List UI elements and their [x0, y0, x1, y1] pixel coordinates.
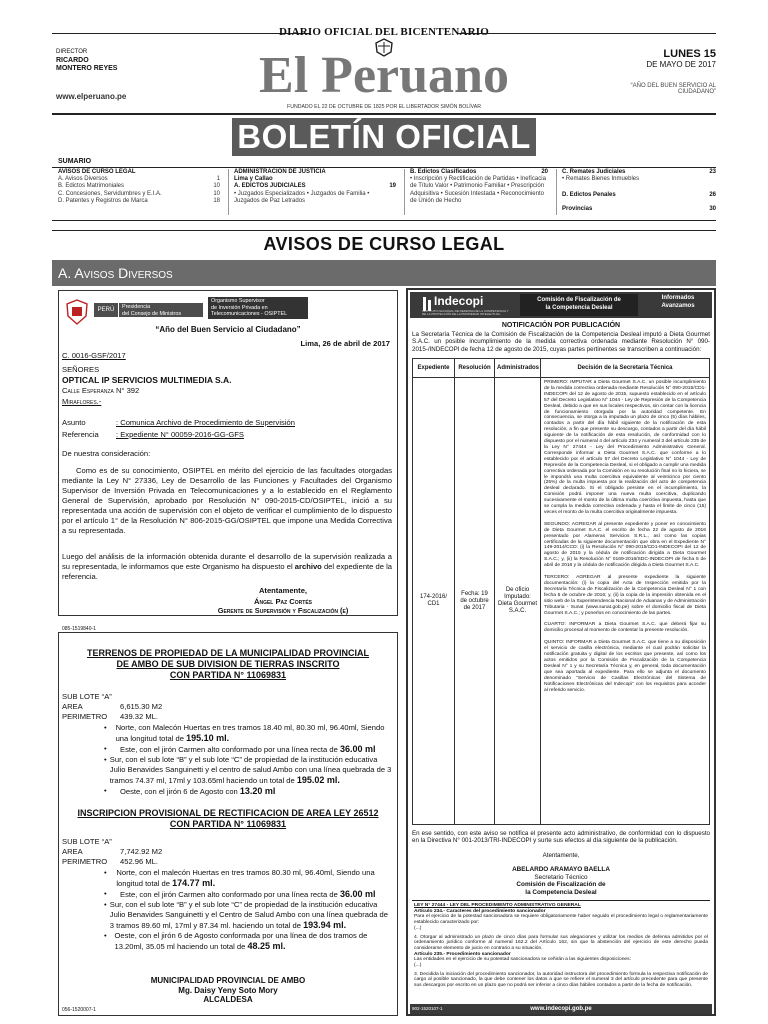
- notice-title: TERRENOS DE PROPIEDAD DE LA MUNICIPALIDAD PROVINCIAL DE AMBO DE SUB DIVISION DE TIERRAS INSCRITO CON PARTIDA N° 11069831: [86, 648, 369, 680]
- closing: Atentamente,: [258, 586, 308, 595]
- director-name: RICARDO: [56, 56, 89, 64]
- issue-day: LUNES 15: [663, 48, 716, 60]
- sumario-item[interactable]: B. Edictos Clasificados 20: [410, 169, 548, 175]
- cell-administrados: De oficio Imputado: Dieta Gourmet S.A.C.: [495, 378, 541, 825]
- issue-date: DE MAYO DE 2017: [646, 60, 716, 69]
- boundaries-list: • Norte, con el malecón Huertas en tres tramos 80.30 ml, 96.40ml, Siendo una longitud total de 174.77 ml. • Este, con el jirón Carmen alto conformado por una línea recta de 36.00 ml • Sur, con el sub lote “B” y el sub lote “C” de propiedad de la institución educativa Julio Benavides Sanguinetti y el Centro de Salud Ambo con una línea quebrada de 3 tramos 89.60 ml, 17ml y 87.34 ml. haciendo un total de 193.94 ml. • Oeste, con el jirón 6 de Agosto conformada por una línea de dos tramos de 13.20ml, 35.05 ml haciendo un total de 48.25 ml.: [104, 868, 388, 951]
- section-subtitle: A. Avisos Diversos: [52, 260, 716, 286]
- sumario-heading: AVISOS DE CURSO LEGAL: [58, 169, 136, 175]
- commission-label: Comisión de Fiscalización de la Competencia Desleal: [520, 294, 638, 316]
- signer-name: Ángel Paz Cortés: [253, 597, 313, 606]
- notice-code: 056-1520007-1: [62, 1007, 96, 1013]
- sumario-item[interactable]: D. Edictos Penales 26: [562, 192, 716, 199]
- asunto-value: : Comunica Archivo de Procedimiento de Supervisión: [116, 418, 295, 427]
- notice-code: 085-1519840-1: [62, 626, 96, 632]
- year-motto: “Año del Buen Servicio al Ciudadano”: [155, 325, 301, 334]
- director-label: DIRECTOR: [56, 49, 88, 55]
- peru-label: PERÚ: [94, 303, 118, 317]
- recipient-company: OPTICAL IP SERVICIOS MULTIMEDIA S.A.: [62, 375, 232, 385]
- sumario-item[interactable]: C. Remates Judiciales 23: [562, 169, 716, 175]
- signer-role: Gerente de Supervisión y Fiscalización (e): [217, 606, 349, 615]
- signature-block: ABELARDO ARAMAYO BAELLA Secretario Técnico Comisión de Fiscalización de la Competencia Desleal: [512, 866, 610, 896]
- referencia-value: : Expediente N° 00059-2016-GG-GFS: [116, 430, 244, 439]
- sumario-col-2: [234, 169, 396, 205]
- reference-code: C. 0016-GSF/2017: [62, 351, 126, 360]
- notice-code: 902-1520107-1: [412, 1006, 443, 1011]
- year-motto: “AÑO DEL BUEN SERVICIO AL: [630, 83, 716, 89]
- year-motto: CIUDADANO”: [677, 89, 716, 95]
- recipient-salutation: SEÑORES: [62, 365, 100, 374]
- indecopi-site-link[interactable]: www.indecopi.gob.pe: [530, 1006, 592, 1012]
- cell-decision: [541, 378, 710, 825]
- indecopi-slogan: Informados Avanzamos: [661, 295, 695, 309]
- notif-closing-text: En ese sentido, con este aviso se notifica el presente acto administrativo, de conformidad con lo dispuesto en la Directiva N° 001-2013/TRI-INDECOPI y surte sus efectos al día siguiente de la publicación.: [412, 830, 710, 845]
- boundaries-list: • Norte, con Malecón Huertas en tres tramos 18.40 ml, 80.30 ml, 96.40ml, Siendo una longitud total de 195.10 ml. • Este, con el jirón Carmen alto conformado por una línea recta de 36.00 ml • Sur, con el sub lote “B” y el sub lote “C” de propiedad de la institución educativa Julio Benavides Sanguinetti y el centro de salud Ambo con una línea quebrada de 3 tramos 74.37 ml, 17ml y 103.65ml haciendo un total de 195.02 ml. • Oeste, con el jirón 6 de Agosto con 13.20 ml: [104, 723, 392, 796]
- sumario-item[interactable]: Provincias 30: [562, 205, 716, 212]
- sumario-text: • Juzgados Especializados • Juzgados de Familia • Juzgados de Paz Letrados: [234, 190, 370, 204]
- sumario-item[interactable]: B. Edictos Matrimoniales 10: [58, 183, 220, 190]
- lot-details: SUB LOTE “A” AREA 6,615.30 M2 PERIMETRO 439.32 ML.: [62, 692, 163, 721]
- body-paragraph: Luego del análisis de la información obtenida durante el desarrollo de la supervisión realizada a su representada, le informamos que este Organismo ha dispuesto el archivo del expediente de la referencia.: [62, 552, 392, 581]
- decision-cuarto: CUARTO: INFORMAR a Dieta Gourmet S.A.C. que deberá fijar su domicilio procesal al momento de contestar la presente resolución.: [544, 622, 706, 634]
- sumario-subheading: Lima y Callao: [234, 176, 273, 183]
- indecopi-logo-subtitle: INSTITUTO NACIONAL DE DEFENSA DE LA COMPETENCIA Y DE LA PROTECCIÓN DE LA PROPIEDAD INTELECTUAL: [422, 309, 509, 317]
- sumario-item[interactable]: A. EDICTOS JUDICIALES 19: [234, 183, 396, 190]
- th-expediente: Expediente: [413, 359, 455, 378]
- notif-intro: La Secretaría Técnica de la Comisión de Fiscalización de la Competencia Desleal imputó a Dieta Gourmet S.A.C. un posible incumplimiento de la medida correctiva ordenada mediante Resolución N° 090-2015-/INDECOPI de fecha 12 de agosto de 2015, cuyas partes pertinentes se transcriben a continuación:: [412, 331, 710, 353]
- sumario-heading: ADMINISTRACIÓN DE JUSTICIA: [234, 169, 326, 175]
- site-link[interactable]: www.elperuano.pe: [56, 92, 127, 101]
- osiptel-label: Organismo Supervisor de Inversión Privada en Telecomunicaciones - OSIPTEL: [208, 297, 308, 319]
- peru-shield-icon: [66, 299, 88, 325]
- th-resolucion: Resolución: [455, 359, 495, 378]
- closing: Atentamente,: [542, 852, 580, 859]
- decision-quinto: QUINTO: INFORMAR a Dieta Gourmet S.A.C. que tiene a su disposición el servicio de casilla electrónica, mediante el cual podrán solicitar la notificación gratuita y digital de los escritos que presente, así como los actos emitidos por la Comisión de Fiscalización de la Competencia Desleal N° 1 y su Secretaría Técnica y, en general, toda documentación que sea aportada al expediente. Para ello se adjunta el documento denominado “Servicio de Casillas Electrónicas del Sistema de Notificaciones Electrónicas del Indecopi” con los requisitos para acceder al referido servicio.: [544, 640, 706, 693]
- sumario-col-4: [562, 169, 716, 213]
- recipient-address: Calle Esperanza N° 392: [62, 386, 140, 395]
- decision-segundo: SEGUNDO: AGREGAR al presente expediente y poner en conocimiento de Dieta Gourmet S.A.C. el escrito de fecha 22 de agosto de 2016 presentado por Alameras Servicios S.R.L., así como las copias certificadas de la siguiente documentación que obra en el Expediente N° 149-2014/CCD: (i) la Resolución N° 090-2015/CD1-INDECOPI del 12 de agosto de 2015 y la cédula de notificación dirigida a Dieta Gourmet S.A.C.; y, (ii) la Resolución N° 0169-2016/SDC-INDECOPI de fecha 5 de abril de 2016 y la cédula de notificación dirigida a Dieta Gourmet S.A.C.: [544, 521, 706, 569]
- recipient-district: Miraflores.-: [62, 397, 102, 406]
- decision-tercero: TERCERO: AGREGAR al presente expediente la siguiente documentación: (i) la copia del Acta de Inspección emitida por la Secretaría Técnica de Fiscalización de la Competencia Desleal N° 1 con fecha 5 de octubre de 2016; y, (ii) la copia de la impresión obtenida en el sitio web de la Superintendencia Nacional de Aduanas y de Administración Tributaria - Sunat (www.sunat.gob.pe) sobre el domicilio fiscal de Dieta Gourmet S.A.C.; y ponerlos en conocimiento de las partes.: [544, 575, 706, 616]
- boletin-banner: BOLETÍN OFICIAL: [232, 118, 536, 156]
- th-decision: Decisión de la Secretaría Técnica: [541, 359, 710, 378]
- referencia-label: Referencia: [62, 430, 99, 439]
- sumario-title: SUMARIO: [58, 158, 92, 165]
- section-title: AVISOS DE CURSO LEGAL: [263, 234, 505, 254]
- greeting: De nuestra consideración:: [62, 449, 151, 458]
- sumario-col-1: [58, 169, 220, 205]
- sumario-item[interactable]: A. Avisos Diversos 1: [58, 176, 220, 183]
- founded-line: FUNDADO EL 22 DE OCTUBRE DE 1825 POR EL LIBERTADOR SIMÓN BOLÍVAR: [287, 104, 481, 110]
- th-administrados: Administrados: [495, 359, 541, 378]
- diario-tagline: DIARIO OFICIAL DEL BICENTENARIO: [278, 26, 490, 38]
- sumario-text: • Inscripción y Rectificación de Partidas • Inefícacia de Título Valor • Patrimonio Familiar • Prescripción Adquisitiva • Sucesión Intestada • Reconocimiento de Unión de Hecho: [410, 176, 546, 204]
- sumario-item[interactable]: C. Concesiones, Servidumbres y E.I.A. 10: [58, 190, 220, 197]
- cell-resolucion: Fecha: 19 de octubre de 2017: [455, 378, 495, 825]
- indecopi-logo: Indecopi: [434, 294, 484, 308]
- footnote: LEY N° 27444 - LEY DEL PROCEDIMIENTO ADMINISTRATIVO GENERAL Artículo 234.- Caracteres del procedimiento sancionador Para el ejercicio de la potestad sancionadora se requiere obligatoriamente haber seguido el procedimiento legal o reglamentariamente establecido caracterizado por: (...) 4. Otorgar al administrado un plazo de cinco días para formular sus alegaciones y utilizar los medios de defensa admitidos por el ordenamiento jurídico conforme al numeral 162.2 del Artículo 162, sin que la abstención del ejercicio de este derecho pueda considerarse elemento de juicio en contrario a su situación. Artículo 235.- Procedimiento sancionador Las entidades en el ejercicio de su potestad sancionadora se ceñirán a las siguientes disposiciones: (...) 3. Decidida la iniciación del procedimiento sancionador, la autoridad instructora del procedimiento formula la respectiva notificación de cargo al posible sancionado, la que debe contener los datos a que se refiere el numeral 3 del artículo precedente para que presente sus descargos por escrito en un plazo que no podrá ser inferior a cinco días hábiles contados a partir de la fecha de notificación.: [414, 903, 708, 989]
- sumario-item[interactable]: D. Patentes y Registros de Marca 18: [58, 197, 220, 204]
- notice-title: INSCRIPCION PROVISIONAL DE RECTIFICACION DE AREA LEY 26512 CON PARTIDA N° 11069831: [77, 808, 379, 829]
- newspaper-title: El Peruano: [259, 47, 509, 104]
- body-paragraph: Como es de su conocimiento, OSIPTEL en mérito del ejercicio de las facultades otorgadas mediante la Ley N° 27336, Ley de Desarrollo de las Funciones y Facultades del Organismo Supervisor de Inversión Privada en Telecomunicaciones y a lo establecido en el Reglamento General de Supervisión, aprobado por Resolución N° 090-2015-CD/OSIPTEL, inició a su representada una acción de supervisión con el objeto de verificar el cumplimiento de lo dispuesto por el artículo 1° de la Resolución N° 806-2015-GG/OSIPTEL que impone una Medida Correctiva a su representada.: [62, 466, 392, 535]
- cell-expediente: 174-2016/ CD1: [413, 378, 455, 825]
- notif-title: NOTIFICACIÓN POR PUBLICACIÓN: [501, 322, 621, 329]
- decision-primero: PRIMERO: IMPUTAR a Dieta Gourmet S.A.C. un posible incumplimiento de la medida correctiva ordenada mediante Resolución N° 090-2015/CD1-INDECOPI del 12 de agosto de 2015, supuesto establecido en el artículo 57 del Decreto Legislativo N° 1044 - Ley de Represión de la Competencia Desleal, debido a que en sus locales respectivos, sin contar con la licencia de funcionamiento otorgada por la autoridad competente. En consecuencia, se otorga a la imputada un plazo de cinco (5) días hábiles, contados a partir del día hábil siguiente de la notificación de esta resolución, a fin que presente su descargo, contados a partir del día hábil siguiente de la notificación de esta resolución, de conformidad con lo dispuesto por el numeral 4 del artículo 234 y numeral 3 del artículo 235 de la Ley N° 27444 - Ley del Procedimiento Administrativo General. Corresponde informar a Dieta Gourmet S.A.C. que conforme a lo establecido por el artículo 57 del Decreto Legislativo N° 1044 - Ley de Represión de la Competencia Desleal, si el obligado a cumplir una medida correctiva ordenada por la Comisión en su resolución final no lo hiciera, se le impondrá una multa coercitiva equivalente al veinticinco por ciento (25%) de la multa impuesta por la realización del acto de competencia desleal declarado. Si el obligado persiste en el incumplimiento, la Comisión podrá imponer una nueva multa coercitiva, duplicando sucesivamente el monto de la última multa coercitiva impuesta, hasta que se cumpla la medida correctiva ordenada y hasta el límite de cinco (15) veces el monto de la multa coercitiva originalmente impuesta.: [544, 380, 706, 515]
- place-date: Lima, 26 de abril de 2017: [300, 339, 390, 348]
- sumario-col-3: [410, 169, 548, 205]
- asunto-label: Asunto: [62, 418, 86, 427]
- sumario-text: • Remates Bienes Inmuebles: [562, 176, 640, 183]
- director-name: MONTERO REYES: [56, 65, 118, 72]
- lot-details: SUB LOTE “A” AREA 7,742.92 M2 PERIMETRO 452.96 ML.: [62, 837, 163, 866]
- signature-block: MUNICIPALIDAD PROVINCIAL DE AMBO Mg. Daisy Yeny Soto Mory ALCALDESA: [150, 976, 306, 1004]
- decision-table: [412, 358, 710, 825]
- pcm-label: Presidencia del Consejo de Ministros: [119, 303, 203, 317]
